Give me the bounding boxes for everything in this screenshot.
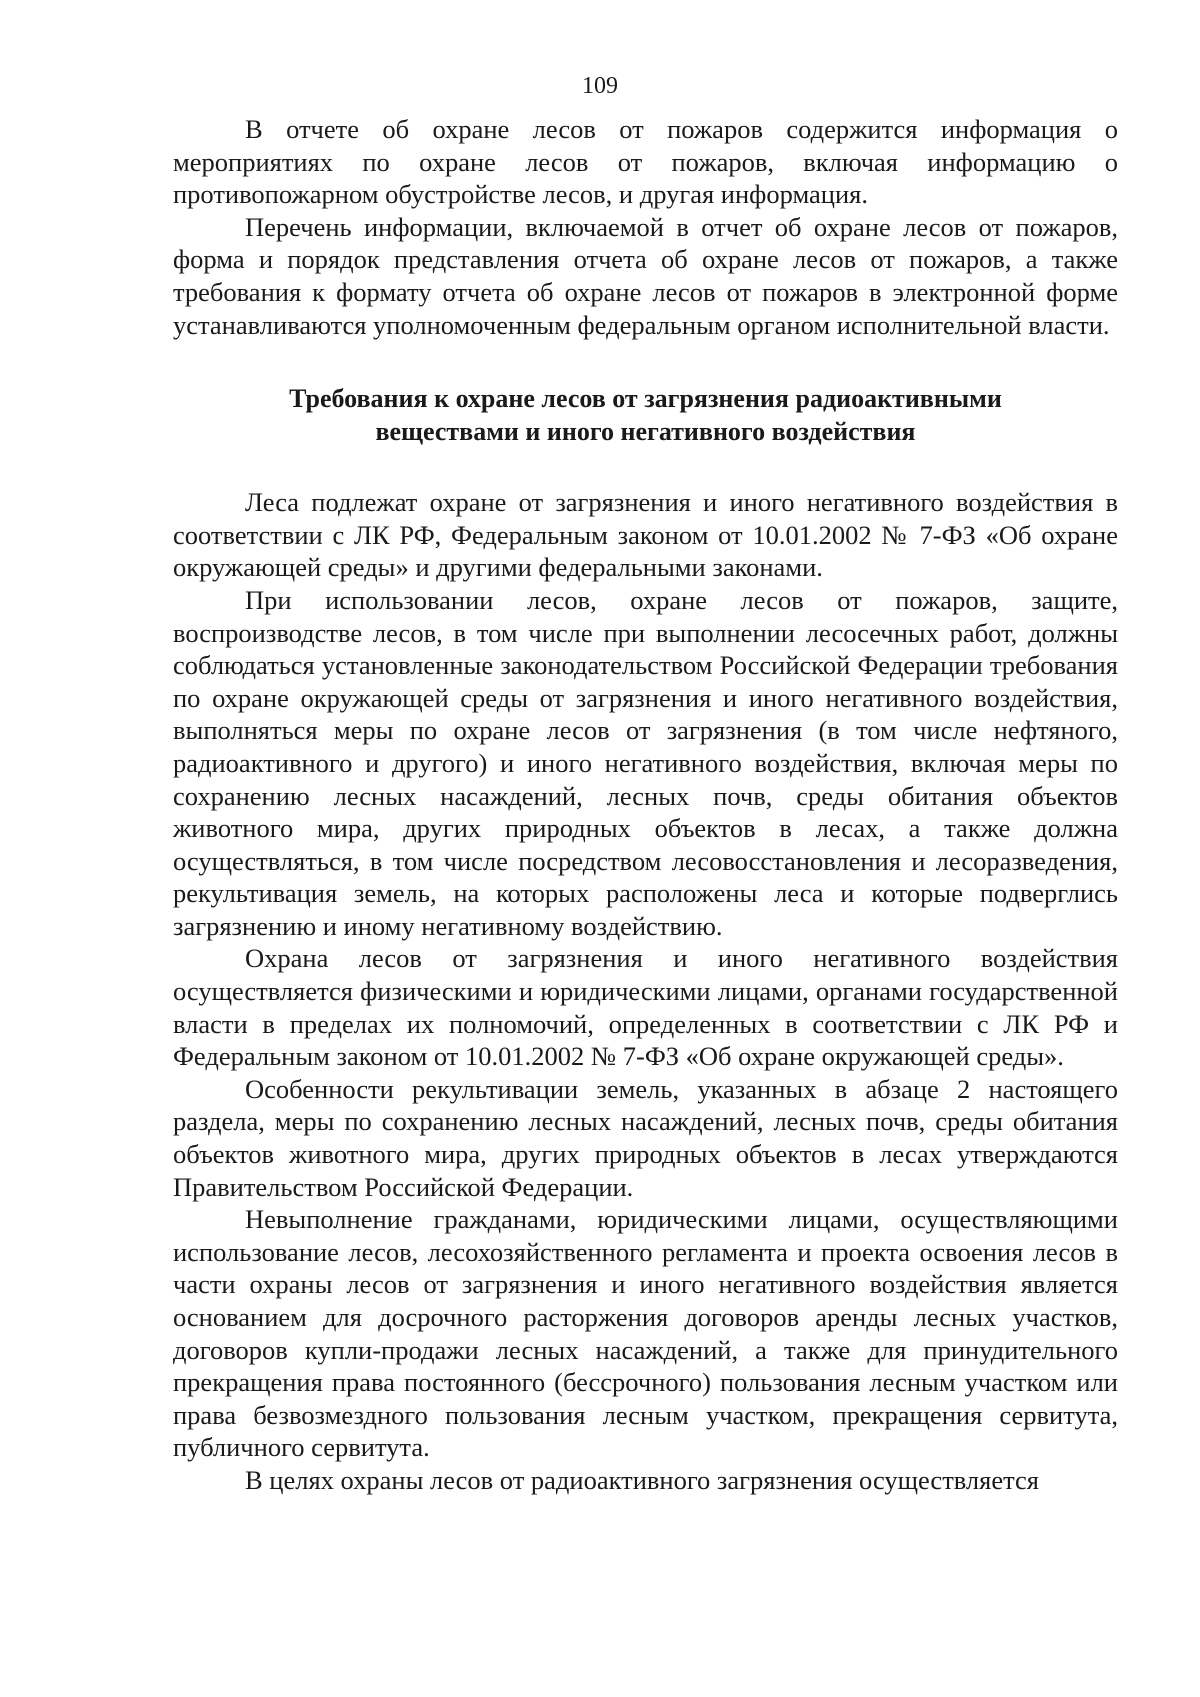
paragraph-reclamation-features: Особенности рекультивации земель, указанных в абзаце 2 настоящего раздела, меры по сохранению лесных насаждений, лесных почв, среды обитания объектов животного мира, других природных объектов в лесах утверждаются Правительством Российской Федерации. — [173, 1073, 1118, 1202]
paragraph-fire-report-contents: В отчете об охране лесов от пожаров содержится информация о мероприятиях по охране лесов от пожаров, включая информацию о противопожарном обустройстве лесов, и другая информация. — [173, 114, 1118, 210]
section-heading-line-2: веществами и иного негативного воздействия — [375, 416, 916, 446]
paragraph-noncompliance: Невыполнение гражданами, юридическими лицами, осуществляющими использование лесов, лесохозяйственного регламента и проекта освоения лесов в части охраны лесов от загрязнения и иного негативного воздействия является основанием для досрочного расторжения договоров аренды лесных участков, договоров купли-продажи лесных насаждений, а также для принудительного прекращения права постоянного (бессрочного) пользования лесным участком или права безвозмездного пользования лесным участком, прекращения сервитута, публичного сервитута. — [173, 1204, 1118, 1463]
section-heading-line-1: Требования к охране лесов от загрязнения радиоактивными — [289, 384, 1002, 414]
paragraph-forest-protection-law: Леса подлежат охране от загрязнения и иного негативного воздействия в соответствии с ЛК РФ, Федеральным законом от 10.01.2002 № 7-ФЗ «Об охране окружающей среды» и другими федеральными законами. — [173, 487, 1118, 583]
page-content — [173, 113, 1118, 1497]
paragraph-protection-performers: Охрана лесов от загрязнения и иного негативного воздействия осуществляется физическими и юридическими лицами, органами государственной власти в пределах их полномочий, определенных в соответствии с ЛК РФ и Федеральным законом от 10.01.2002 № 7-ФЗ «Об охране окружающей среды». — [173, 943, 1118, 1072]
paragraph-use-requirements: При использовании лесов, охране лесов от пожаров, защите, воспроизводстве лесов, в том числе при выполнении лесосечных работ, должны соблюдаться установленные законодательством Российской Федерации требования по охране окружающей среды от загрязнения и иного негативного воздействия, выполняться меры по охране лесов от загрязнения (в том числе нефтяного, радиоактивного и другого) и иного негативного воздействия, включая меры по сохранению лесных насаждений, лесных почв, среды обитания объектов животного мира, других природных объектов в лесах, а также должна осуществляться, в том числе посредством лесовосстановления и лесоразведения, рекультивация земель, на которых расположены леса и которые подверглись загрязнению и иному негативному воздействию. — [173, 584, 1118, 941]
page-number: 109 — [582, 73, 618, 99]
paragraph-radioactive-protection: В целях охраны лесов от радиоактивного загрязнения осуществляется — [245, 1464, 1039, 1495]
section-heading — [173, 383, 1118, 448]
paragraph-fire-report-format: Перечень информации, включаемой в отчет об охране лесов от пожаров, форма и порядок представления отчета об охране лесов от пожаров, а также требования к формату отчета об охране лесов от пожаров в электронной форме устанавливаются уполномоченным федеральным органом исполнительной власти. — [173, 211, 1118, 340]
